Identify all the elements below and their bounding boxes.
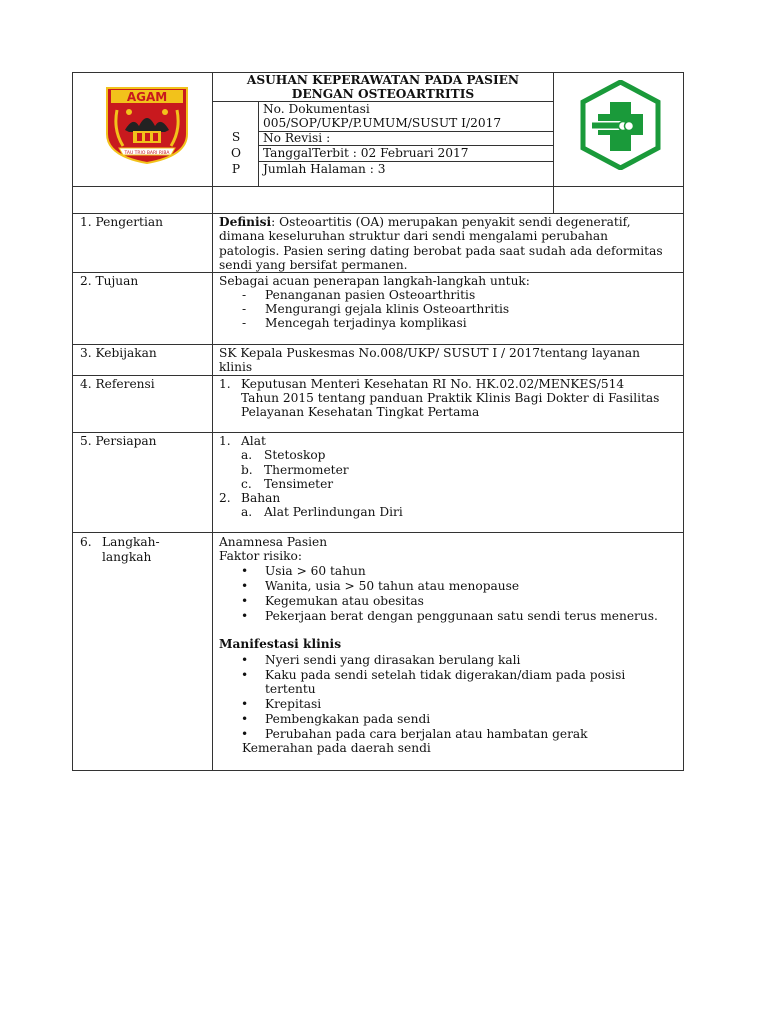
pengertian-content [219, 215, 678, 272]
kebijakan-row-line [72, 375, 684, 376]
table-bottom-border [72, 770, 684, 771]
faktor-item: Pekerjaan berat dengan penggunaan satu sendi terus menerus. [265, 609, 658, 623]
faktor-bullet: • [241, 564, 249, 578]
table-column-divider [212, 72, 213, 771]
pengertian-line3: patologis. Pasien sering dating berobat pada saat sudah ada deformitas [219, 243, 663, 258]
kebijakan-line2: klinis [219, 360, 253, 374]
faktor-heading: Faktor risiko: [219, 549, 302, 563]
alat-mark: c. [241, 477, 252, 491]
tujuan-bullet: - [242, 288, 247, 302]
tujuan-item: Mencegah terjadinya komplikasi [265, 316, 467, 330]
alat-item: Stetoskop [264, 448, 326, 462]
langkah-label-line2: langkah [102, 550, 152, 564]
kebijakan-line1: SK Kepala Puskesmas No.008/UKP/ SUSUT I / 2017tentang layanan [219, 346, 640, 360]
tujuan-item: Mengurangi gejala klinis Osteoarthritis [265, 302, 510, 316]
manifestasi-bullet: • [241, 668, 249, 682]
manifestasi-item: Kaku pada sendi setelah tidak digerakan/diam pada posisi [265, 668, 626, 682]
spacer-row-line [72, 213, 684, 214]
referensi-line1: Keputusan Menteri Kesehatan RI No. HK.02.02/MENKES/514 [241, 377, 625, 391]
manifestasi-item-continuation: tertentu [265, 682, 316, 696]
faktor-item: Kegemukan atau obesitas [265, 594, 424, 608]
terbit-field: TanggalTerbit : 02 Februari 2017 [263, 146, 469, 160]
faktor-item: Wanita, usia > 50 tahun atau menopause [265, 579, 520, 593]
alat-item: Thermometer [264, 463, 349, 477]
persiapan-alat-number: 1. [219, 434, 231, 448]
persiapan-row-line [72, 532, 684, 533]
alat-mark: a. [241, 448, 253, 462]
agam-logo-motto: TAU TRIO BARI RIBA [124, 151, 170, 156]
langkah-label-line1: Langkah- [102, 535, 160, 549]
revisi-field: No Revisi : [263, 131, 331, 145]
referensi-line3: Pelayanan Kesehatan Tingkat Pertama [241, 405, 480, 419]
persiapan-label: 5. Persiapan [80, 434, 157, 448]
manifestasi-item: Pembengkakan pada sendi [265, 712, 431, 726]
referensi-label: 4. Referensi [80, 377, 155, 391]
doc-number-label: No. Dokumentasi [263, 102, 370, 116]
faktor-item: Usia > 60 tahun [265, 564, 366, 578]
halaman-field: Jumlah Halaman : 3 [263, 162, 386, 176]
referensi-line2: Tahun 2015 tentang panduan Praktik Klinis Bagi Dokter di Fasilitas [241, 391, 660, 405]
document-title [213, 73, 553, 101]
puskesmas-logo [580, 80, 661, 170]
persiapan-bahan-heading: Bahan [241, 491, 281, 505]
table-right-border [683, 72, 684, 771]
manifestasi-item: Nyeri sendi yang dirasakan berulang kali [265, 653, 521, 667]
document-title-line2: DENGAN OSTEOARTRITIS [291, 87, 475, 101]
tujuan-intro: Sebagai acuan penerapan langkah-langkah untuk: [219, 274, 530, 288]
faktor-bullet: • [241, 609, 249, 623]
sop-label [229, 129, 243, 177]
header-bottom-line [72, 186, 684, 187]
manifestasi-bullet: • [241, 712, 249, 726]
tujuan-label: 2. Tujuan [80, 274, 139, 288]
pengertian-term: Definisi [219, 215, 272, 229]
agam-logo-text: AGAM [126, 90, 168, 104]
sop-letter-o: O [231, 146, 241, 160]
sop-column-divider [258, 101, 259, 186]
manifestasi-last-line: Kemerahan pada daerah sendi [242, 741, 431, 755]
manifestasi-bullet: • [241, 697, 249, 711]
langkah-number: 6. [80, 535, 92, 549]
anamnesa-heading: Anamnesa Pasien [219, 535, 328, 549]
kebijakan-label: 3. Kebijakan [80, 346, 157, 360]
faktor-bullet: • [241, 579, 249, 593]
sop-letter-p: P [231, 162, 241, 176]
manifestasi-item: Krepitasi [265, 697, 322, 711]
tujuan-bullet: - [242, 302, 247, 316]
alat-item: Tensimeter [264, 477, 334, 491]
pengertian-line2: dimana keseluruhan struktur dari sendi mengalami perubahan [219, 229, 608, 244]
sop-letter-s: S [231, 130, 241, 144]
tujuan-item: Penanganan pasien Osteoarthritis [265, 288, 476, 302]
tujuan-bullet: - [242, 316, 247, 330]
referensi-number: 1. [219, 377, 231, 391]
faktor-bullet: • [241, 594, 249, 608]
manifestasi-item: Perubahan pada cara berjalan atau hambatan gerak [265, 727, 588, 741]
persiapan-bahan-number: 2. [219, 491, 231, 505]
referensi-row-line [72, 432, 684, 433]
pengertian-line4: sendi yang bersifat permanen. [219, 257, 408, 272]
pengertian-label: 1. Pengertian [80, 215, 163, 229]
tujuan-row-line [72, 344, 684, 345]
manifestasi-heading: Manifestasi klinis [219, 637, 342, 651]
agam-regency-logo [103, 86, 191, 164]
persiapan-alat-heading: Alat [241, 434, 266, 448]
doc-number-value: 005/SOP/UKP/P.UMUM/SUSUT I/2017 [263, 116, 502, 130]
manifestasi-bullet: • [241, 653, 249, 667]
bahan-mark: a. [241, 505, 253, 519]
alat-mark: b. [241, 463, 253, 477]
header-right-divider [553, 72, 554, 214]
table-left-border [72, 72, 73, 771]
pengertian-line1: : Osteoartitis (OA) merupakan penyakit sendi degeneratif, [271, 215, 631, 229]
bahan-item: Alat Perlindungan Diri [264, 505, 403, 519]
document-title-line1: ASUHAN KEPERAWATAN PADA PASIEN [246, 73, 520, 87]
manifestasi-bullet: • [241, 727, 249, 741]
